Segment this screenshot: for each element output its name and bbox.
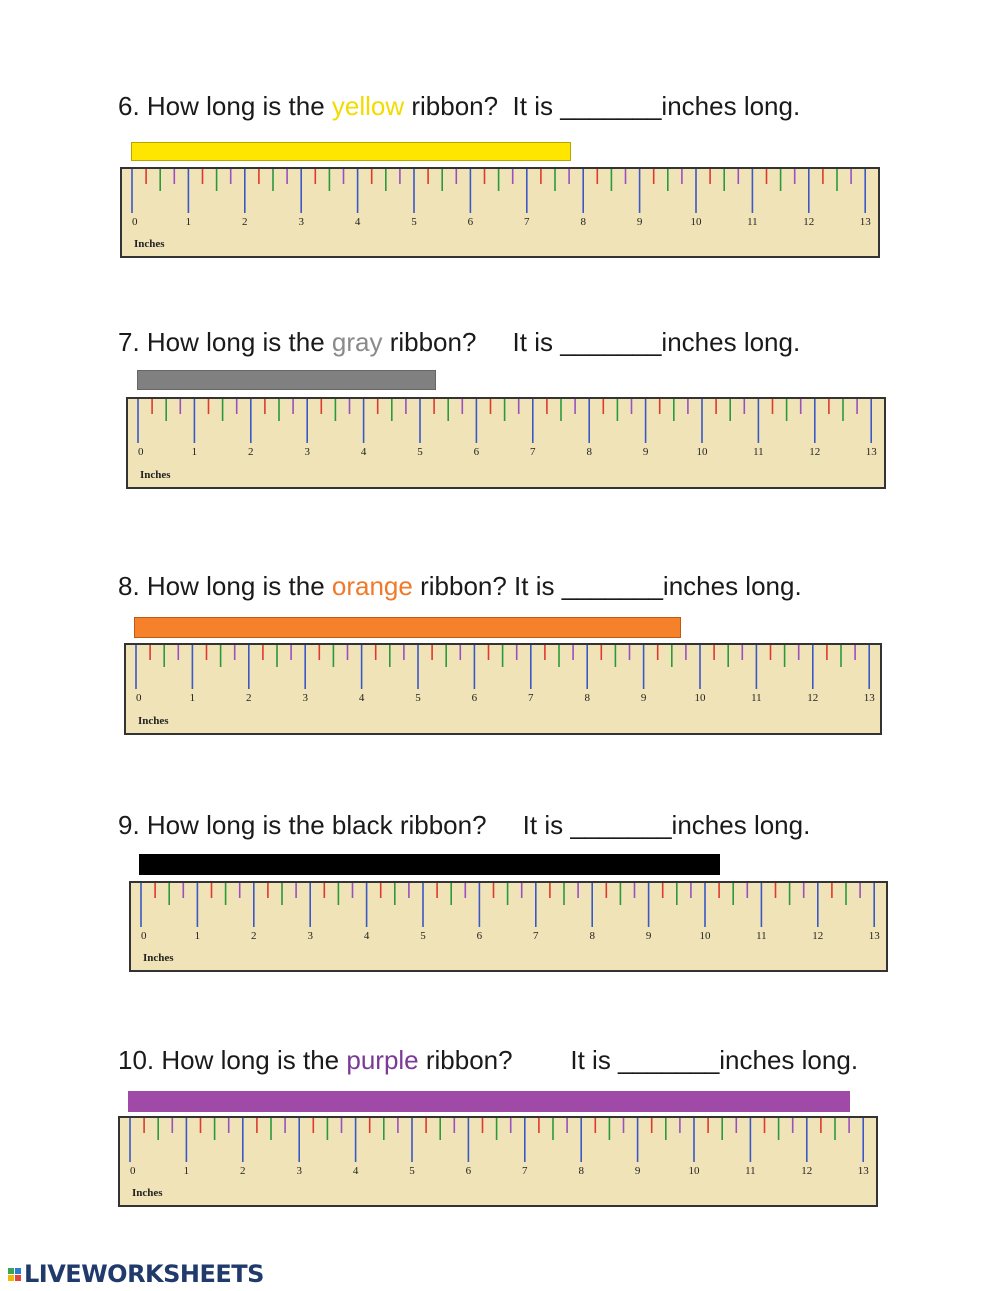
question-prefix: 7. How long is the: [118, 327, 332, 357]
ruler-units-label: Inches: [138, 715, 169, 727]
ruler-number: 2: [248, 446, 254, 458]
ruler: [118, 1116, 878, 1207]
ruler-number: 10: [699, 930, 711, 942]
ruler-number: 10: [696, 446, 708, 458]
question-suffix: ribbon? It is _______inches long.: [404, 91, 801, 121]
ruler-number: 11: [756, 930, 767, 942]
ruler: [120, 167, 880, 258]
ruler-ticks: [120, 1118, 878, 1207]
question-prefix: 9. How long is the: [118, 810, 332, 840]
ruler-number: 11: [747, 216, 758, 228]
logo-icon: [8, 1268, 21, 1281]
ruler-number: 9: [642, 446, 649, 458]
ruler: [126, 397, 886, 489]
ruler-number: 8: [589, 930, 595, 942]
question-prefix: 8. How long is the: [118, 571, 332, 601]
ruler-number: 5: [415, 692, 421, 704]
ruler-number: 7: [522, 1165, 528, 1177]
ruler-number: 0: [136, 692, 142, 704]
ruler-number: 12: [812, 930, 824, 942]
ruler-number: 3: [307, 930, 313, 942]
ruler-number: 8: [578, 1165, 584, 1177]
ruler-ticks: [131, 883, 888, 972]
ruler-number: 11: [753, 446, 764, 458]
question-7: [118, 329, 800, 355]
orange-ribbon: [134, 617, 681, 638]
ruler-ticks: [126, 645, 882, 735]
yellow-ribbon: [131, 142, 571, 161]
ruler-number: 7: [528, 692, 534, 704]
ruler-number: 5: [417, 446, 423, 458]
ruler-number: 13: [857, 1165, 869, 1177]
ruler-number: 13: [859, 216, 871, 228]
ruler-number: 2: [242, 216, 248, 228]
logo-wordmark: LIVEWORKSHEETS: [24, 1260, 264, 1288]
ruler-number: 12: [807, 692, 819, 704]
ruler-number: 8: [584, 692, 590, 704]
ruler-number: 10: [694, 692, 706, 704]
ruler-number: 3: [296, 1165, 302, 1177]
question-6: [118, 93, 800, 119]
ruler-number: 3: [302, 692, 308, 704]
question-9: [118, 812, 810, 838]
question-suffix: ribbon? It is _______inches long.: [412, 571, 802, 601]
ruler-units-label: Inches: [140, 469, 171, 481]
ruler-number: 10: [688, 1165, 700, 1177]
ruler-number: 1: [183, 1165, 190, 1177]
ruler-ticks: [122, 169, 880, 258]
ruler-number: 0: [141, 930, 147, 942]
ruler-number: 3: [304, 446, 310, 458]
ruler-number: 12: [801, 1165, 813, 1177]
ruler-number: 0: [138, 446, 144, 458]
ruler-number: 8: [586, 446, 592, 458]
ruler-number: 8: [580, 216, 586, 228]
ruler-number: 13: [868, 930, 880, 942]
ruler-units-label: Inches: [143, 952, 174, 964]
ruler-units-label: Inches: [134, 238, 165, 250]
ruler-number: 6: [465, 1165, 472, 1177]
color-word: yellow: [331, 91, 405, 121]
ruler-number: 4: [363, 930, 370, 942]
ruler-number: 9: [636, 216, 643, 228]
ruler-number: 7: [533, 930, 539, 942]
color-word: purple: [346, 1045, 419, 1075]
ruler-number: 11: [751, 692, 762, 704]
ruler-number: 4: [352, 1165, 359, 1177]
ruler-number: 4: [358, 692, 365, 704]
gray-ribbon: [137, 370, 436, 390]
ruler-number: 7: [530, 446, 536, 458]
ruler-number: 1: [191, 446, 198, 458]
color-word: black: [331, 810, 393, 840]
question-8: [118, 573, 802, 599]
ruler-number: 5: [411, 216, 417, 228]
ruler-number: 1: [189, 692, 196, 704]
color-word: gray: [331, 327, 383, 357]
ruler-number: 3: [298, 216, 304, 228]
purple-ribbon: [128, 1091, 850, 1112]
color-word: orange: [331, 571, 413, 601]
ruler-number: 1: [194, 930, 201, 942]
ruler-number: 2: [251, 930, 257, 942]
ruler-number: 12: [809, 446, 821, 458]
question-suffix: ribbon? It is _______inches long.: [392, 810, 811, 840]
question-prefix: 10. How long is the: [118, 1045, 347, 1075]
ruler-number: 6: [467, 216, 474, 228]
ruler-number: 6: [473, 446, 480, 458]
black-ribbon: [139, 854, 720, 875]
question-suffix: ribbon? It is _______inches long.: [418, 1045, 859, 1075]
ruler-number: 13: [863, 692, 875, 704]
ruler-number: 11: [745, 1165, 756, 1177]
question-prefix: 6. How long is the: [118, 91, 332, 121]
ruler-number: 2: [246, 692, 252, 704]
ruler-number: 7: [524, 216, 530, 228]
ruler-number: 9: [634, 1165, 641, 1177]
ruler-number: 5: [409, 1165, 415, 1177]
ruler-number: 9: [640, 692, 647, 704]
ruler-number: 5: [420, 930, 426, 942]
ruler-number: 4: [360, 446, 367, 458]
ruler-number: 6: [476, 930, 483, 942]
ruler-number: 4: [354, 216, 361, 228]
ruler-units-label: Inches: [132, 1187, 163, 1199]
ruler-number: 6: [471, 692, 478, 704]
ruler-number: 2: [240, 1165, 246, 1177]
ruler-number: 9: [645, 930, 652, 942]
ruler: [129, 881, 888, 972]
liveworksheets-logo: [8, 1260, 264, 1288]
ruler-ticks: [128, 399, 886, 489]
ruler-number: 13: [865, 446, 877, 458]
ruler-number: 1: [185, 216, 192, 228]
question-suffix: ribbon? It is _______inches long.: [382, 327, 801, 357]
question-10: [118, 1047, 858, 1073]
ruler-number: 0: [130, 1165, 136, 1177]
ruler-number: 12: [803, 216, 815, 228]
ruler-number: 0: [132, 216, 138, 228]
ruler-number: 10: [690, 216, 702, 228]
ruler: [124, 643, 882, 735]
